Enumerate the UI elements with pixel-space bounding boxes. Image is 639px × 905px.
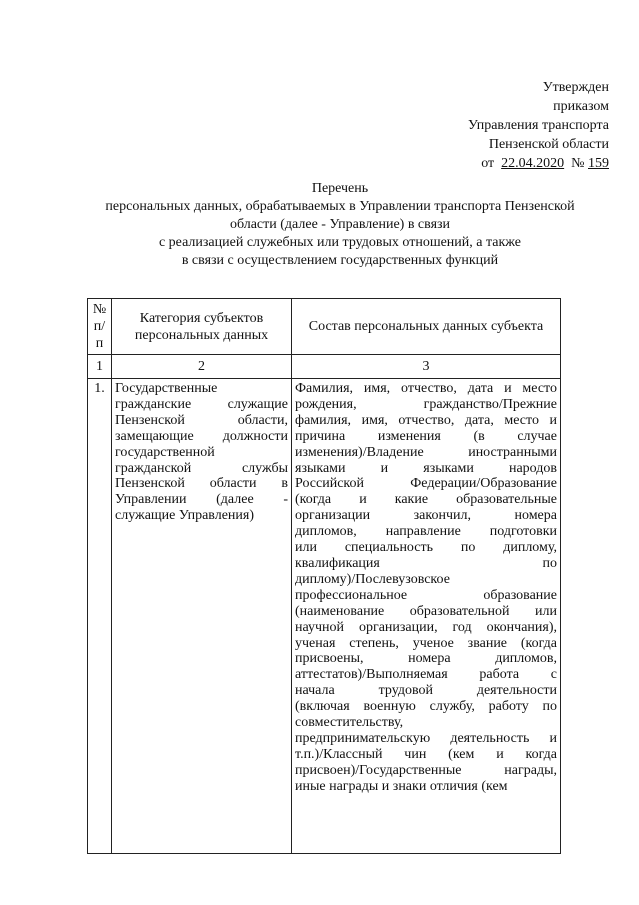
personal-data-table xyxy=(87,298,561,854)
title-line-5: в связи с осуществлением государственных функций xyxy=(181,253,499,268)
approval-date-line xyxy=(468,154,609,173)
approval-number-prefix: № xyxy=(571,156,585,171)
row-composition xyxy=(292,379,561,854)
composition-text-line: или специальность по диплому, xyxy=(295,540,557,556)
composition-text-line: языками и языками народов xyxy=(295,460,557,476)
approval-date-prefix: от xyxy=(481,156,495,171)
composition-text-line: присвоены, номера дипломов, xyxy=(295,651,557,667)
category-text xyxy=(115,381,288,524)
table-row xyxy=(88,379,561,854)
approval-line-approved: Утвержден xyxy=(542,80,609,95)
composition-text-line: научной организации, год окончания), xyxy=(295,619,557,635)
title-line-4: с реализацией служебных или трудовых отношений, а также xyxy=(158,235,522,250)
category-text-line: гражданские служащие xyxy=(115,396,288,412)
composition-text-line: начала трудовой деятельности xyxy=(295,683,557,699)
composition-text-line: т.п.)/Классный чин (кем и когда xyxy=(295,746,557,762)
composition-text-line: изменения)/Владение иностранными xyxy=(295,444,557,460)
composition-text-line: причина изменения (в случае xyxy=(295,428,557,444)
composition-text xyxy=(295,381,557,795)
document-title xyxy=(60,180,620,270)
composition-text-line: профессиональное образование xyxy=(295,587,557,603)
composition-text-line: ученая степень, ученое звание (когда xyxy=(295,635,557,651)
table-header-row xyxy=(88,299,561,355)
category-text-line: служащие Управления) xyxy=(115,508,254,524)
category-text-line: замещающие должности xyxy=(115,428,288,444)
composition-text-line: (наименование образовательной или xyxy=(295,603,557,619)
composition-text-line: Фамилия, имя, отчество, дата и место xyxy=(295,381,557,396)
composition-text-line: фамилия, имя, отчество, дата, место и xyxy=(295,412,557,428)
approval-date: 22.04.2020 xyxy=(501,156,565,171)
index-cell-2: 2 xyxy=(112,355,292,379)
row-number: 1. xyxy=(88,379,112,854)
row-category xyxy=(112,379,292,854)
category-text-line: Государственные xyxy=(115,381,218,396)
approval-number: 159 xyxy=(588,156,609,171)
composition-text-line: совместительству, xyxy=(295,715,404,731)
table-index-row xyxy=(88,355,561,379)
composition-text-line: организации закончил, номера xyxy=(295,508,557,524)
composition-text-line: квалификация по xyxy=(295,555,557,571)
composition-text-line: диплому)/Послевузовское xyxy=(295,571,450,587)
approval-line-department: Управления транспорта xyxy=(468,118,609,133)
approval-line-region: Пензенской области xyxy=(488,137,609,152)
header-number: № п/п xyxy=(88,299,112,355)
title-line-1: Перечень xyxy=(311,181,369,196)
title-line-3: области (далее - Управление) в связи xyxy=(229,217,451,232)
composition-text-line: присвоен)/Государственные награды, xyxy=(295,762,557,778)
composition-text-line: предпринимательскую деятельность и xyxy=(295,730,557,746)
composition-text-line: дипломов, направление подготовки xyxy=(295,524,557,540)
header-composition: Состав персональных данных субъекта xyxy=(292,299,561,355)
category-text-line: Пензенской области в xyxy=(115,476,288,492)
composition-text-line: Российской Федерации/Образование xyxy=(295,476,557,492)
index-cell-3: 3 xyxy=(292,355,561,379)
composition-text-line: иные награды и знаки отличия (кем xyxy=(295,778,508,794)
composition-text-line: рождения, гражданство/Прежние xyxy=(295,396,557,412)
approval-block xyxy=(468,78,609,173)
category-text-line: Пензенской области, xyxy=(115,412,288,428)
category-text-line: Управлении (далее - xyxy=(115,492,288,508)
approval-line-order: приказом xyxy=(553,99,609,114)
composition-text-line: аттестатов)/Выполняемая работа с xyxy=(295,667,557,683)
category-text-line: государственной xyxy=(115,444,215,460)
title-line-2: персональных данных, обрабатываемых в Управлении транспорта Пензенской xyxy=(105,199,575,214)
composition-text-line: (включая военную службу, работу по xyxy=(295,699,557,715)
index-cell-1: 1 xyxy=(88,355,112,379)
category-text-line: гражданской службы xyxy=(115,460,288,476)
header-category: Категория субъектов персональных данных xyxy=(112,299,292,355)
composition-text-line: (когда и какие образовательные xyxy=(295,492,557,508)
